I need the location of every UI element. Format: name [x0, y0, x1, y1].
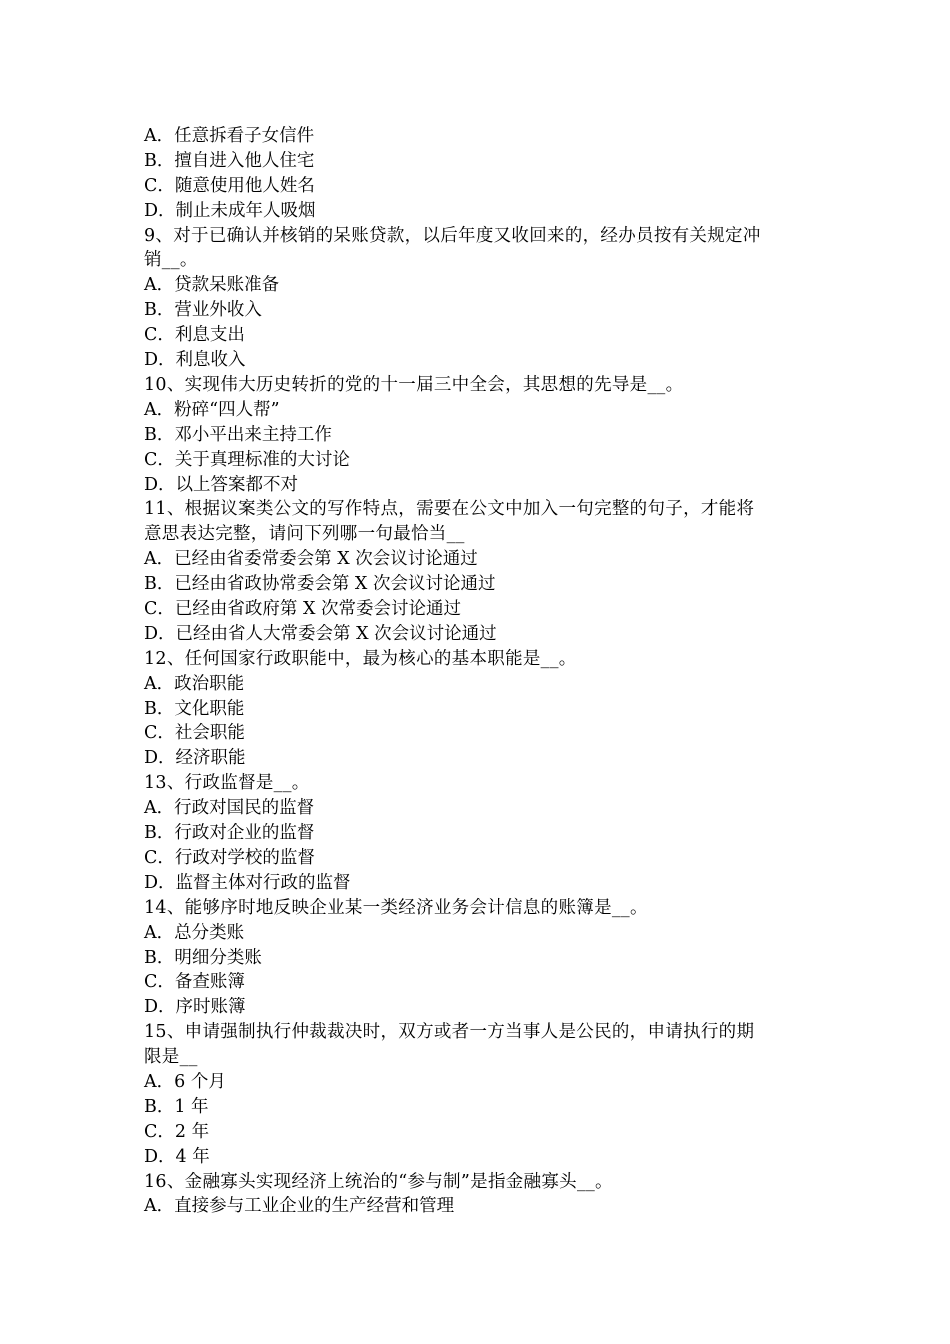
- option-line: D．利息收入: [144, 350, 246, 371]
- question-line: 销__。: [144, 250, 198, 271]
- option-line: D．以上答案都不对: [144, 474, 299, 495]
- option-line: D．监督主体对行政的监督: [144, 872, 351, 893]
- document-page: [144, 124, 814, 1219]
- option-line: B．行政对企业的监督: [144, 823, 315, 844]
- option-line: A．行政对国民的监督: [144, 798, 315, 819]
- option-line: B．1 年: [144, 1096, 209, 1117]
- option-line: A．总分类账: [144, 922, 245, 943]
- question-line: 9、对于已确认并核销的呆账贷款，以后年度又收回来的，经办员按有关规定冲: [144, 225, 761, 246]
- question-line: 15、申请强制执行仲裁裁决时，双方或者一方当事人是公民的，申请执行的期: [144, 1022, 755, 1043]
- option-line: B．文化职能: [144, 698, 245, 719]
- option-line: D．4 年: [144, 1146, 210, 1167]
- question-line: 限是__: [144, 1047, 198, 1068]
- question-line: 13、行政监督是__。: [144, 773, 310, 794]
- option-line: C．关于真理标准的大讨论: [144, 449, 350, 470]
- option-line: D．制止未成年人吸烟: [144, 200, 316, 221]
- option-line: A．6 个月: [144, 1072, 226, 1092]
- option-line: C．备查账簿: [144, 972, 245, 993]
- option-line: D．序时账簿: [144, 997, 246, 1018]
- question-line: 14、能够序时地反映企业某一类经济业务会计信息的账簿是__。: [144, 897, 648, 918]
- option-line: C．利息支出: [144, 325, 245, 346]
- question-line: 11、根据议案类公文的写作特点，需要在公文中加入一句完整的句子，才能将: [144, 499, 755, 520]
- option-line: A．粉碎“四人帮”: [144, 399, 280, 420]
- option-line: C．社会职能: [144, 723, 245, 744]
- question-line: 意思表达完整，请问下列哪一句最恰当__: [144, 524, 465, 545]
- option-line: A．贷款呆账准备: [144, 275, 280, 296]
- option-line: C．已经由省政府第 X 次常委会讨论通过: [144, 599, 461, 619]
- option-line: A．已经由省委常委会第 X 次会议讨论通过: [144, 549, 478, 570]
- option-line: C．随意使用他人姓名: [144, 175, 315, 196]
- question-line: 10、实现伟大历史转折的党的十一届三中全会，其思想的先导是__。: [144, 374, 684, 395]
- option-line: C．2 年: [144, 1121, 210, 1142]
- option-line: A．任意拆看子女信件: [144, 126, 315, 146]
- option-line: A．政治职能: [144, 673, 245, 694]
- option-line: B．擅自进入他人住宅: [144, 150, 315, 171]
- option-line: D．经济职能: [144, 748, 246, 769]
- question-line: 12、任何国家行政职能中，最为核心的基本职能是__。: [144, 648, 577, 669]
- option-line: C．行政对学校的监督: [144, 847, 315, 868]
- option-line: B．邓小平出来主持工作: [144, 424, 332, 445]
- option-line: B．已经由省政协常委会第 X 次会议讨论通过: [144, 574, 496, 595]
- option-line: D．已经由省人大常委会第 X 次会议讨论通过: [144, 623, 497, 644]
- question-line: 16、金融寡头实现经济上统治的“参与制”是指金融寡头__。: [144, 1171, 613, 1192]
- option-line: A．直接参与工业企业的生产经营和管理: [144, 1196, 455, 1217]
- option-line: B．营业外收入: [144, 300, 262, 321]
- option-line: B．明细分类账: [144, 947, 262, 968]
